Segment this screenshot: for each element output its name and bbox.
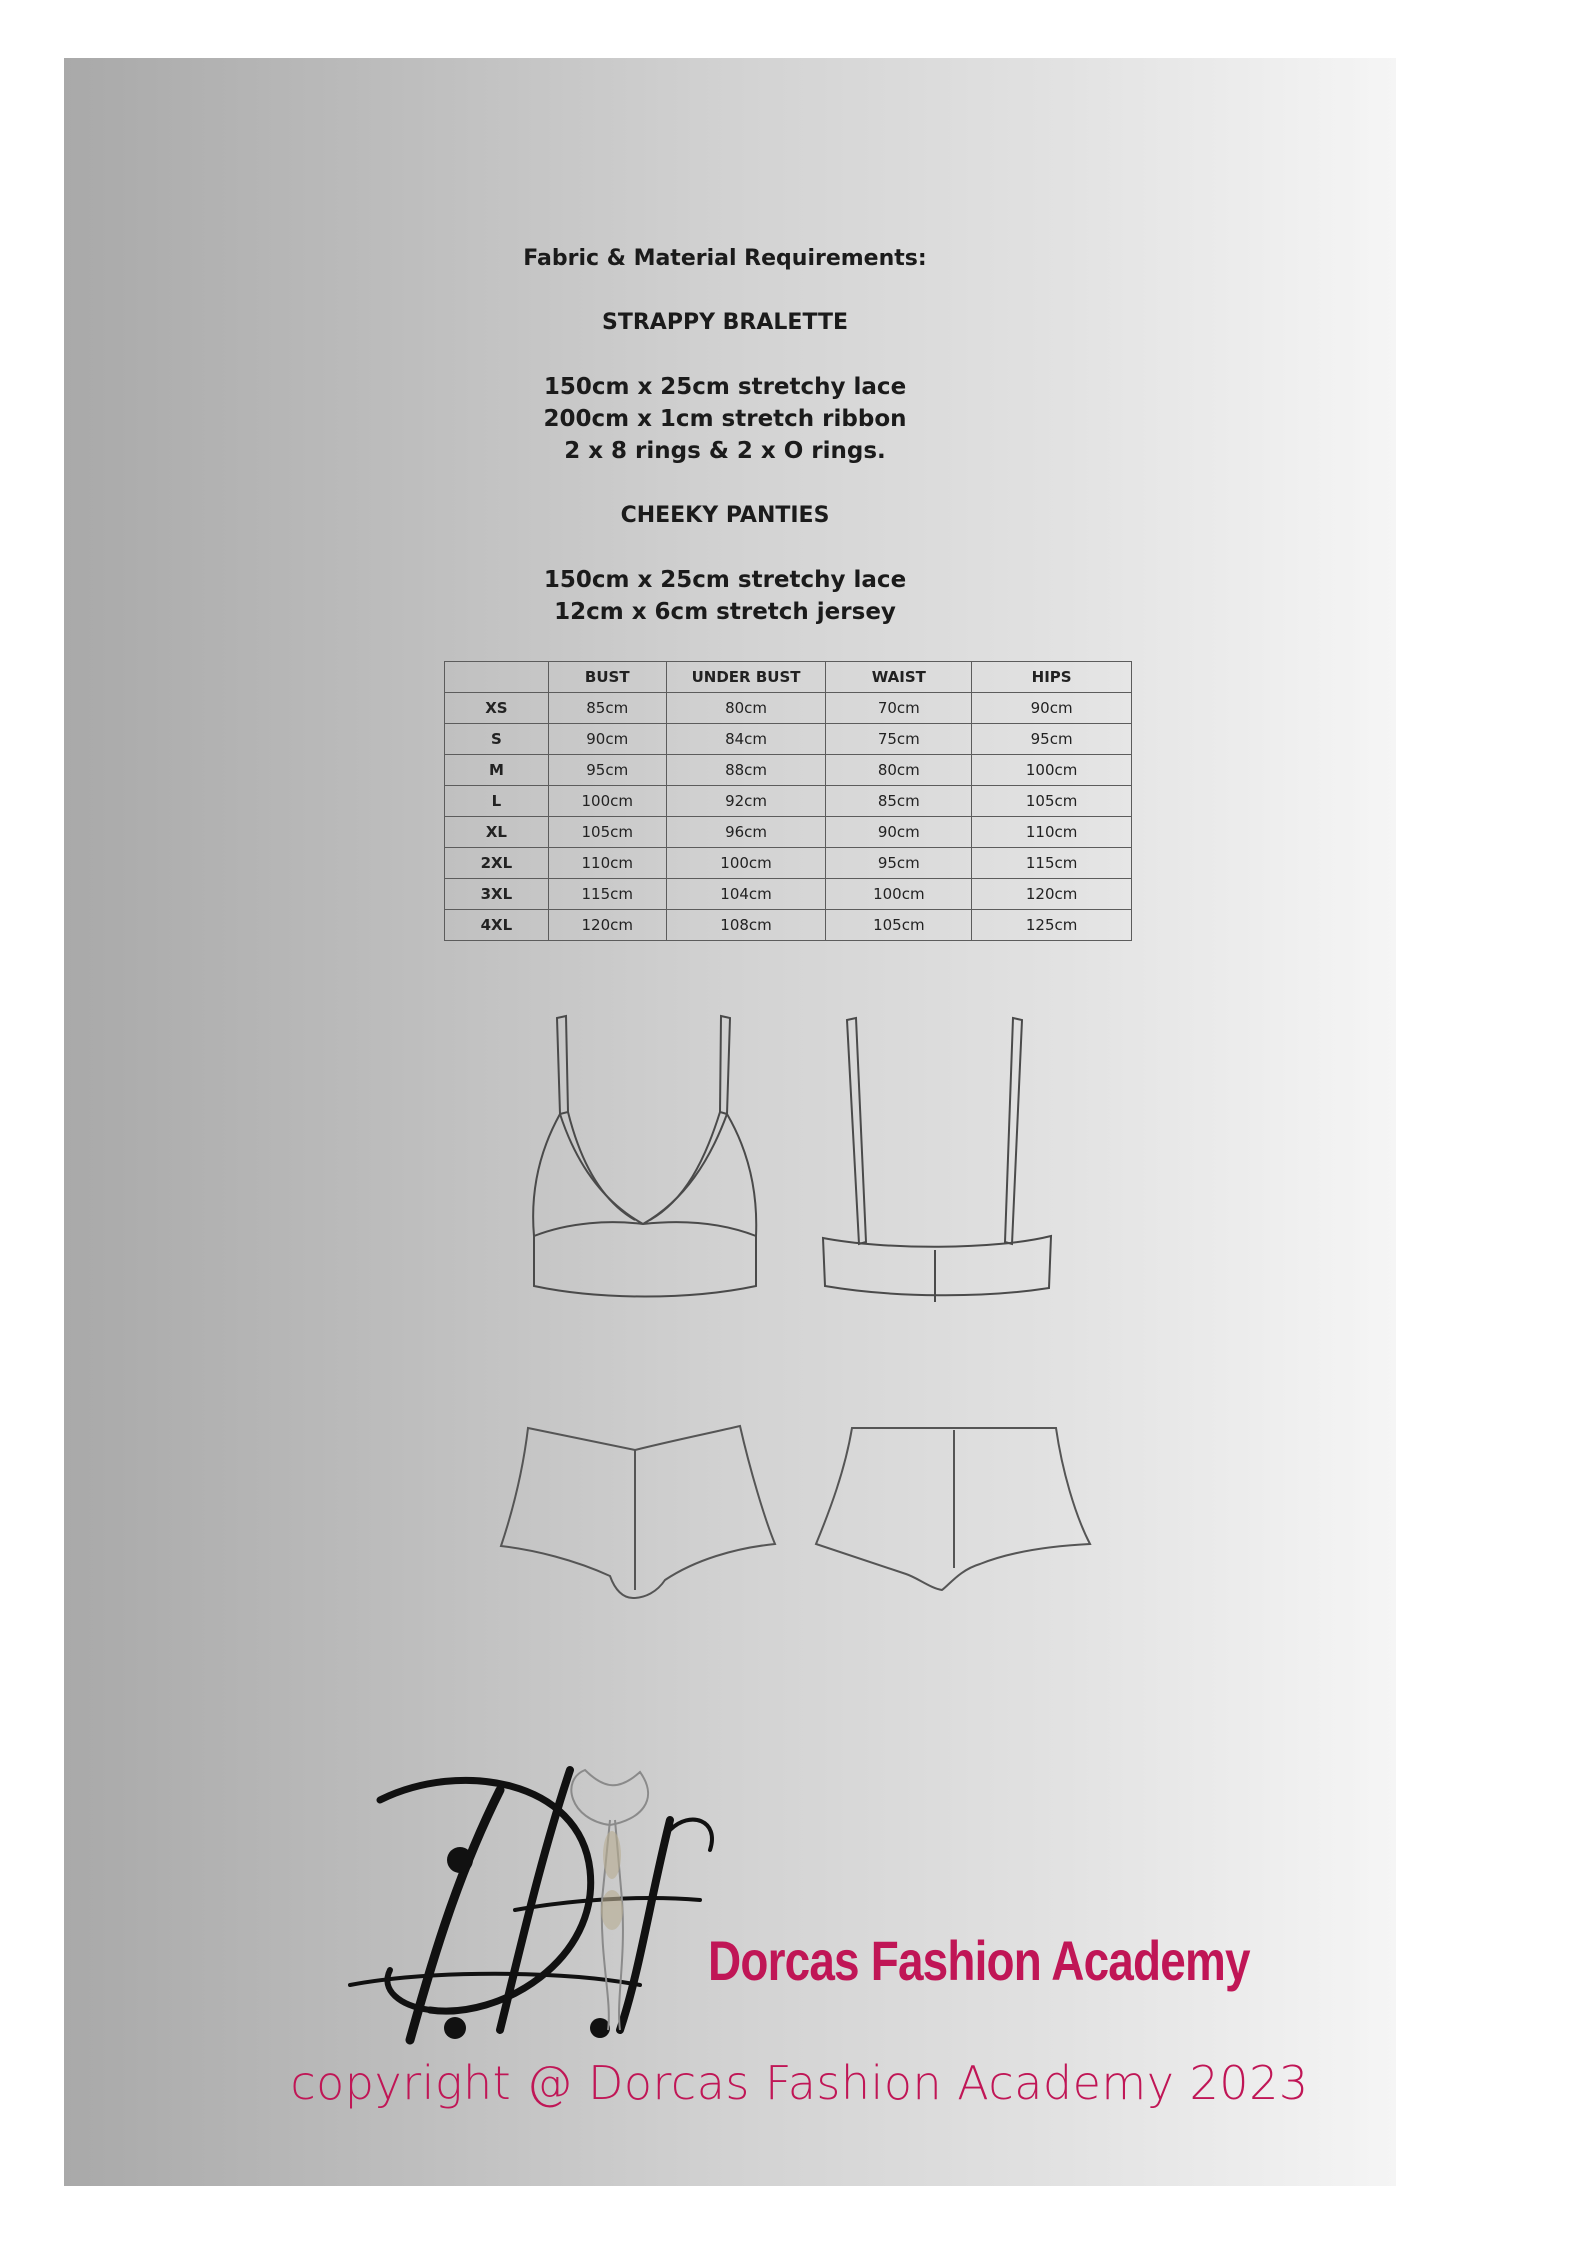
table-cell: 75cm [826, 724, 972, 755]
column-header: BUST [548, 662, 666, 693]
bralette-line: 2 x 8 rings & 2 x O rings. [564, 438, 886, 464]
table-cell: 90cm [972, 693, 1132, 724]
table-cell: 95cm [548, 755, 666, 786]
table-row [445, 848, 1132, 879]
table-header-row [445, 662, 1132, 693]
table-cell: 115cm [548, 879, 666, 910]
table-cell: 80cm [826, 755, 972, 786]
bralette-front-sketch [520, 1010, 770, 1310]
table-cell: 100cm [972, 755, 1132, 786]
table-cell: 96cm [666, 817, 826, 848]
size-cell: XS [445, 693, 549, 724]
table-cell: 70cm [826, 693, 972, 724]
table-cell: 92cm [666, 786, 826, 817]
size-cell: S [445, 724, 549, 755]
table-cell: 105cm [826, 910, 972, 941]
table-cell: 85cm [548, 693, 666, 724]
bralette-line: 200cm x 1cm stretch ribbon [543, 406, 907, 432]
table-cell: 120cm [548, 910, 666, 941]
table-cell: 90cm [826, 817, 972, 848]
table-row [445, 693, 1132, 724]
table-cell: 105cm [548, 817, 666, 848]
panties-back-sketch [810, 1420, 1100, 1610]
table-cell: 110cm [972, 817, 1132, 848]
table-cell: 100cm [826, 879, 972, 910]
size-cell: 3XL [445, 879, 549, 910]
column-header: WAIST [826, 662, 972, 693]
bralette-line: 150cm x 25cm stretchy lace [543, 374, 907, 400]
table-cell: 95cm [972, 724, 1132, 755]
table-cell: 120cm [972, 879, 1132, 910]
table-row [445, 910, 1132, 941]
dh-monogram-logo [340, 1760, 740, 2060]
size-cell: XL [445, 817, 549, 848]
table-cell: 88cm [666, 755, 826, 786]
table-row [445, 817, 1132, 848]
table-cell: 95cm [826, 848, 972, 879]
table-row [445, 724, 1132, 755]
size-cell: L [445, 786, 549, 817]
table-cell: 108cm [666, 910, 826, 941]
table-row [445, 786, 1132, 817]
column-header [445, 662, 549, 693]
table-cell: 125cm [972, 910, 1132, 941]
requirements-heading: Fabric & Material Requirements: [523, 246, 927, 271]
column-header: HIPS [972, 662, 1132, 693]
size-cell: 2XL [445, 848, 549, 879]
size-cell: M [445, 755, 549, 786]
panties-line: 12cm x 6cm stretch jersey [554, 599, 896, 625]
academy-name: Dorcas Fashion Academy [708, 1929, 1250, 1992]
table-row [445, 879, 1132, 910]
table-cell: 105cm [972, 786, 1132, 817]
table-cell: 85cm [826, 786, 972, 817]
table-cell: 80cm [666, 693, 826, 724]
column-header: UNDER BUST [666, 662, 826, 693]
table-cell: 100cm [666, 848, 826, 879]
table-cell: 115cm [972, 848, 1132, 879]
table-cell: 90cm [548, 724, 666, 755]
table-cell: 100cm [548, 786, 666, 817]
panties-front-sketch [495, 1420, 785, 1610]
table-row [445, 755, 1132, 786]
bralette-back-sketch [815, 1010, 1065, 1310]
size-cell: 4XL [445, 910, 549, 941]
table-cell: 84cm [666, 724, 826, 755]
panties-title: CHEEKY PANTIES [620, 503, 830, 528]
size-chart-table [444, 661, 1132, 941]
table-cell: 110cm [548, 848, 666, 879]
panties-line: 150cm x 25cm stretchy lace [543, 567, 907, 593]
copyright-notice: copyright @ Dorcas Fashion Academy 2023 [290, 2056, 1309, 2110]
bralette-title: STRAPPY BRALETTE [602, 310, 848, 335]
table-cell: 104cm [666, 879, 826, 910]
